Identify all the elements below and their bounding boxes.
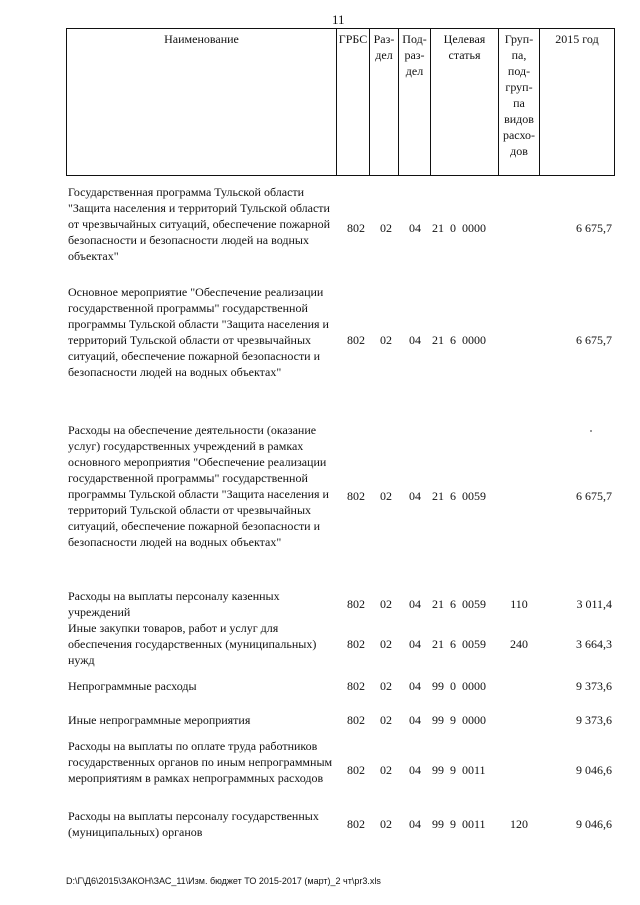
row-group: 120 bbox=[510, 817, 528, 831]
row-name: Государственная программа Тульской области "Защита населения и территорий Тульской области от чрезвычайных ситуаций, обеспечение пожарной безопасности и безопасности людей на водных объектах" bbox=[68, 185, 331, 263]
header-razdel: Раз- дел bbox=[370, 29, 399, 176]
row-cst: 21 6 0000 bbox=[432, 333, 486, 347]
footer-file-path: D:\Г\Д6\2015\ЗАКОН\ЗАС_11\Изм. бюджет ТО 2015-2017 (март)_2 чт\pr3.xls bbox=[66, 876, 381, 886]
header-name: Наименование bbox=[67, 29, 337, 176]
row-podrazdel: 04 bbox=[409, 679, 421, 693]
row-name: Расходы на обеспечение деятельности (оказание услуг) государственных учреждений в рамках основного мероприятия "Обеспечение реализации государственной программы" государственной программы Тульской области "Защита населения и территорий Тульской области от чрезвычайных ситуаций, обеспечение пожарной безопасности и безопасности людей на водных объектах" bbox=[68, 423, 329, 549]
row-sum: 9 373,6 bbox=[576, 679, 612, 693]
row-grbs: 802 bbox=[347, 597, 365, 611]
row-grbs: 802 bbox=[347, 489, 365, 503]
row-podrazdel: 04 bbox=[409, 713, 421, 727]
row-razdel: 02 bbox=[380, 763, 392, 777]
row-grbs: 802 bbox=[347, 679, 365, 693]
page-number: 11 bbox=[332, 12, 345, 27]
row-cst: 21 6 0059 bbox=[432, 489, 486, 503]
row-razdel: 02 bbox=[380, 713, 392, 727]
row-razdel: 02 bbox=[380, 679, 392, 693]
row-podrazdel: 04 bbox=[409, 817, 421, 831]
row-podrazdel: 04 bbox=[409, 333, 421, 347]
row-sum: 3 664,3 bbox=[576, 637, 612, 651]
row-grbs: 802 bbox=[347, 817, 365, 831]
row-cst: 21 6 0059 bbox=[432, 597, 486, 611]
row-group: 240 bbox=[510, 637, 528, 651]
row-sum: 9 046,6 bbox=[576, 817, 612, 831]
header-year: 2015 год bbox=[540, 29, 615, 176]
row-name: Расходы на выплаты персоналу казенных учреждений bbox=[68, 589, 280, 619]
row-sum: 6 675,7 bbox=[576, 333, 612, 347]
row-sum: 6 675,7 bbox=[576, 221, 612, 235]
row-razdel: 02 bbox=[380, 597, 392, 611]
row-name: Расходы на выплаты персоналу государственных (муниципальных) органов bbox=[68, 809, 319, 839]
row-razdel: 02 bbox=[380, 817, 392, 831]
row-grbs: 802 bbox=[347, 333, 365, 347]
row-cst: 21 0 0000 bbox=[432, 221, 486, 235]
header-podrazdel: Под- раз- дел bbox=[399, 29, 431, 176]
header-cst: Целевая статья bbox=[431, 29, 499, 176]
row-cst: 99 9 0011 bbox=[432, 763, 486, 777]
row-name: Расходы на выплаты по оплате труда работников государственных органов по иным непрограммным мероприятиям в рамках непрограммных расходов bbox=[68, 739, 333, 785]
header-grbs: ГРБС bbox=[337, 29, 370, 176]
row-name: Непрограммные расходы bbox=[68, 679, 197, 693]
row-name: Иные закупки товаров, работ и услуг для обеспечения государственных (муниципальных) нужд bbox=[68, 621, 317, 667]
row-podrazdel: 04 bbox=[409, 637, 421, 651]
row-grbs: 802 bbox=[347, 637, 365, 651]
row-podrazdel: 04 bbox=[409, 489, 421, 503]
row-cst: 21 6 0059 bbox=[432, 637, 486, 651]
row-sum: 9 046,6 bbox=[576, 763, 612, 777]
row-podrazdel: 04 bbox=[409, 221, 421, 235]
row-razdel: 02 bbox=[380, 221, 392, 235]
row-sum: 6 675,7 bbox=[576, 489, 612, 503]
row-razdel: 02 bbox=[380, 489, 392, 503]
row-podrazdel: 04 bbox=[409, 763, 421, 777]
row-name: Иные непрограммные мероприятия bbox=[68, 713, 251, 727]
row-razdel: 02 bbox=[380, 333, 392, 347]
row-group: 110 bbox=[510, 597, 528, 611]
row-cst: 99 0 0000 bbox=[432, 679, 486, 693]
scan-speck bbox=[590, 430, 592, 432]
row-sum: 3 011,4 bbox=[576, 597, 612, 611]
row-cst: 99 9 0011 bbox=[432, 817, 486, 831]
row-grbs: 802 bbox=[347, 763, 365, 777]
row-grbs: 802 bbox=[347, 713, 365, 727]
row-podrazdel: 04 bbox=[409, 597, 421, 611]
table-header bbox=[66, 28, 615, 176]
row-cst: 99 9 0000 bbox=[432, 713, 486, 727]
header-group: Груп- па, под- груп- па видов расхо- дов bbox=[499, 29, 540, 176]
row-name: Основное мероприятие "Обеспечение реализации государственной программы" государственной программы Тульской области "Защита населения и территорий Тульской области от чрезвычайных ситуаций, обеспечение пожарной безопасности и безопасности людей на водных объектах" bbox=[68, 285, 329, 379]
row-razdel: 02 bbox=[380, 637, 392, 651]
row-grbs: 802 bbox=[347, 221, 365, 235]
row-sum: 9 373,6 bbox=[576, 713, 612, 727]
